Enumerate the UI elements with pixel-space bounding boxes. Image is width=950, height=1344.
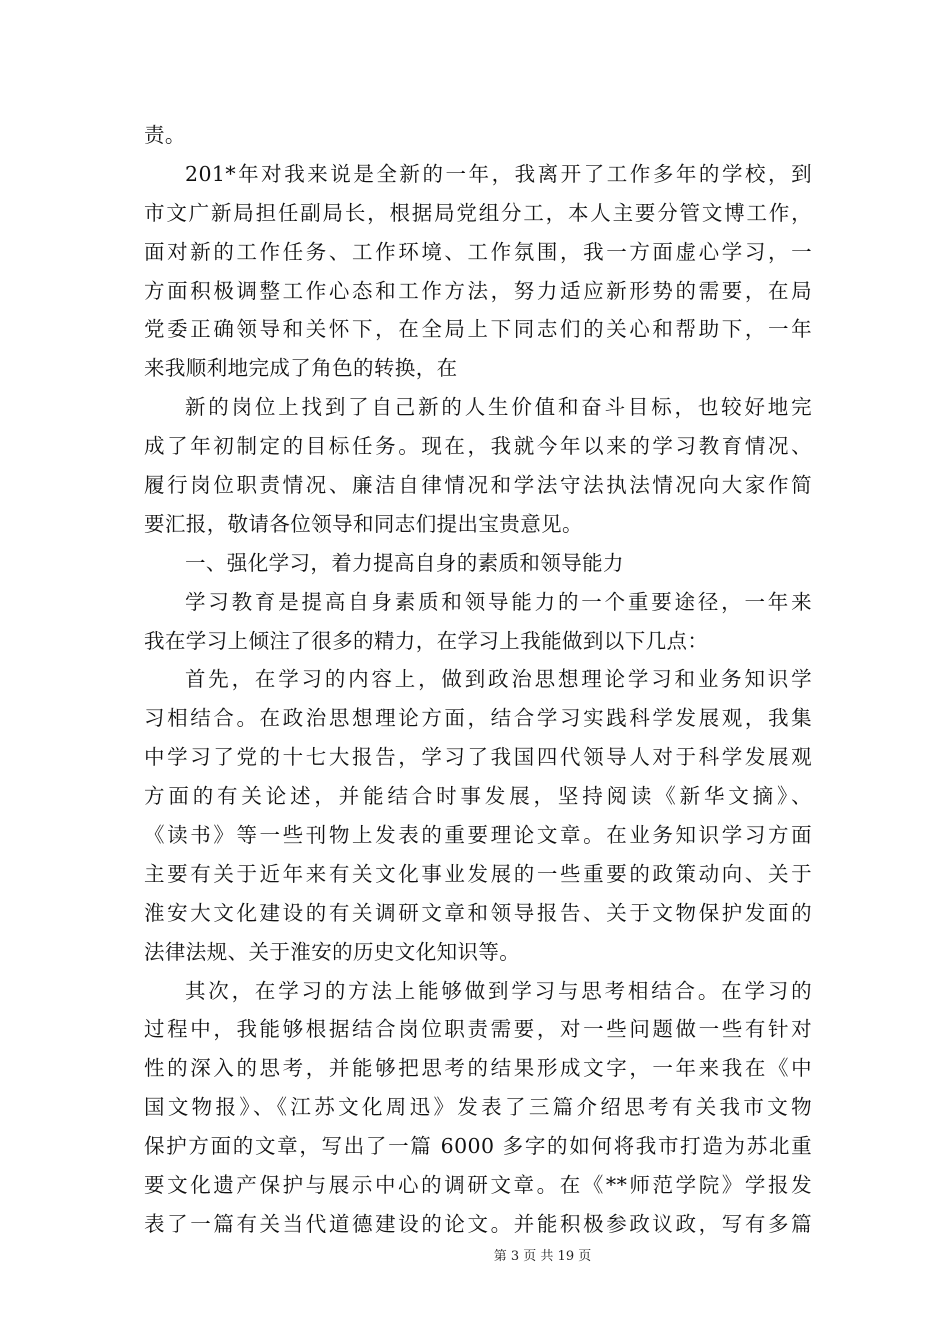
text-line: 保护方面的文章，写出了一篇 6000 多字的如何将我市打造为苏北重 [144, 1134, 812, 1159]
text-line: 来我顺利地完成了角色的转换，在 [144, 356, 458, 381]
document-body [144, 116, 812, 1244]
text-line: 责。 [144, 123, 186, 147]
text-line: 面对新的工作任务、工作环境、工作氛围，我一方面虚心学习，一 [144, 239, 812, 264]
text-line: 201*年对我来说是全新的一年，我离开了工作多年的学校，到 [185, 161, 812, 186]
text-line: 《读书》等一些刊物上发表的重要理论文章。在业务知识学习方面 [144, 823, 812, 848]
text-line: 新的岗位上找到了自己新的人生价值和奋斗目标，也较好地完 [185, 395, 812, 420]
text-line: 法律法规、关于淮安的历史文化知识等。 [144, 939, 521, 964]
text-line: 性的深入的思考，并能够把思考的结果形成文字，一年来我在《中 [144, 1056, 812, 1081]
text-line: 方面积极调整工作心态和工作方法，努力适应新形势的需要，在局 [144, 278, 812, 303]
text-line: 要文化遗产保护与展示中心的调研文章。在《**师范学院》学报发 [144, 1173, 812, 1198]
text-line: 表了一篇有关当代道德建设的论文。并能积极参政议政，写有多篇 [144, 1211, 812, 1236]
text-line: 国文物报》、《江苏文化周迅》发表了三篇介绍思考有关我市文物 [144, 1095, 812, 1120]
text-line: 成了年初制定的目标任务。现在，我就今年以来的学习教育情况、 [144, 434, 812, 459]
text-line: 学习教育是提高自身素质和领导能力的一个重要途径，一年来 [185, 589, 812, 614]
page-number-footer: 第 3 页 共 19 页 [493, 1249, 592, 1264]
text-line: 方面的有关论述，并能结合时事发展，坚持阅读《新华文摘》、 [144, 784, 812, 809]
text-line: 其次，在学习的方法上能够做到学习与思考相结合。在学习的 [185, 978, 812, 1003]
text-line: 中学习了党的十七大报告，学习了我国四代领导人对于科学发展观 [144, 745, 812, 770]
text-line: 市文广新局担任副局长，根据局党组分工，本人主要分管文博工作， [144, 200, 812, 225]
text-line: 我在学习上倾注了很多的精力，在学习上我能做到以下几点： [144, 628, 709, 653]
text-line: 习相结合。在政治思想理论方面，结合学习实践科学发展观，我集 [144, 706, 812, 731]
text-line: 主要有关于近年来有关文化事业发展的一些重要的政策动向、关于 [144, 861, 812, 886]
text-line: 要汇报，敬请各位领导和同志们提出宝贵意见。 [144, 511, 583, 536]
text-line: 一、强化学习，着力提高自身的素质和领导能力 [185, 550, 624, 575]
text-line: 履行岗位职责情况、廉洁自律情况和学法守法执法情况向大家作简 [144, 473, 812, 498]
text-line: 过程中，我能够根据结合岗位职责需要，对一些问题做一些有针对 [144, 1017, 812, 1042]
text-line: 首先，在学习的内容上，做到政治思想理论学习和业务知识学 [185, 667, 812, 692]
text-line: 党委正确领导和关怀下，在全局上下同志们的关心和帮助下，一年 [144, 317, 812, 342]
text-line: 淮安大文化建设的有关调研文章和领导报告、关于文物保护发面的 [144, 900, 812, 925]
